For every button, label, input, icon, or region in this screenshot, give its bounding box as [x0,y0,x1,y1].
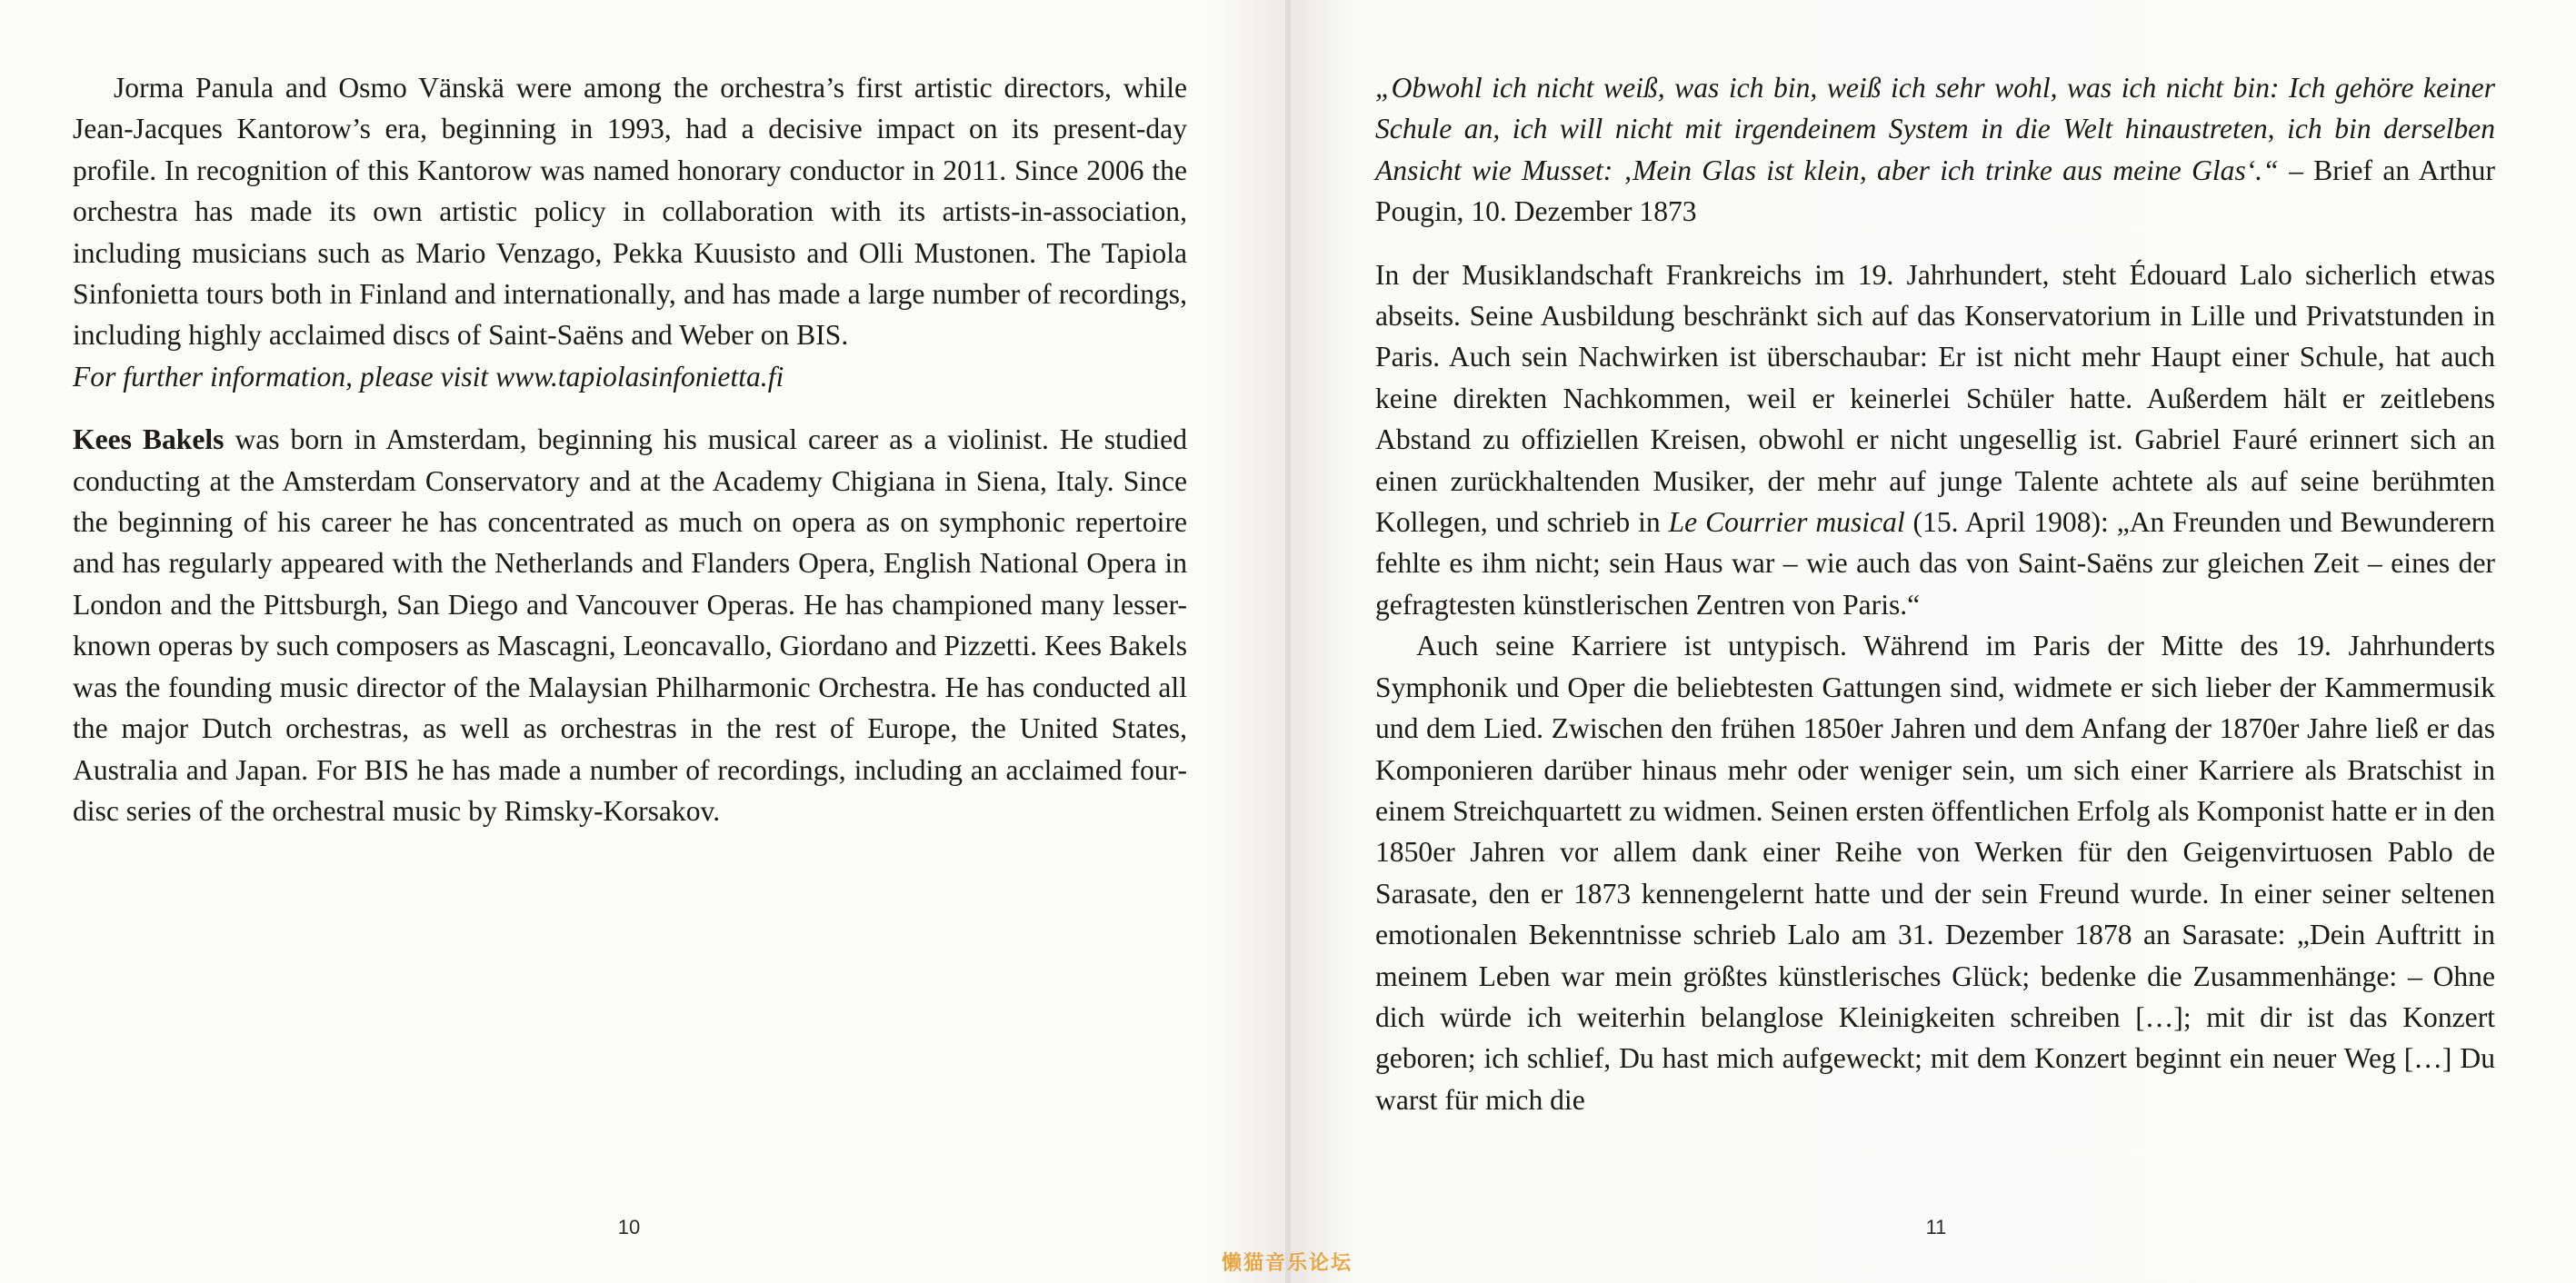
lalo-paragraph-1 [1375,254,2495,626]
page-number-right: 11 [1925,1216,1947,1238]
quote-source: – Brief an Arthur Pougin, 10. Dezember 1873 [1375,154,2495,228]
opening-quote [1375,67,2495,233]
orchestra-paragraph: Jorma Panula and Osmo Vänskä were among the orchestra’s first artistic directors, while Jean-Jacques Kantorow’s era, beginning in 1993, had a decisive impact on its present-day profile. In recognition of this Kantorow was named honorary conductor in 2011. Since 2006 the orchestra has made its own artistic policy in collaboration with its artists-in-association, including musicians such as Mario Venzago, Pekka Kuusisto and Olli Mustonen. The Tapiola Sinfonietta tours both in Finland and internationally, and has made a large number of recordings, including highly acclaimed discs of Saint-Saëns and Weber on BIS. [73,72,1187,352]
website-note: For further information, please visit www.tapiolasinfonietta.fi [73,360,784,393]
quote-text: „Obwohl ich nicht weiß, was ich bin, weiß ich sehr wohl, was ich nicht bin: Ich gehöre keiner Schule an, ich will nicht mit irgendeinem System in die Welt hinaustreten, ich bin derselben Ansicht wie Musset: ‚Mein Glas ist klein, aber ich trinke aus meine Glas‘.“ [1375,72,2495,186]
right-text-column [1375,67,2495,1120]
lalo-p1-part-b: (15. April 1908): „An Freunden und Bewunderern fehlte es ihm nicht; sein Haus war – wie auch das von Saint-Saëns zur gleichen Zeit – eines der gefragtesten künstlerischen Zentren von Paris.“ [1375,506,2495,621]
left-text-column [73,67,1187,831]
bakels-bio: was born in Amsterdam, beginning his musical career as a violinist. He studied conducting at the Amsterdam Conservatory and at the Academy Chigiana in Siena, Italy. Since the beginning of his career he has concentrated as much on opera as on symphonic repertoire and has regularly appeared with the Netherlands and Flanders Opera, English National Opera in London and the Pittsburgh, San Diego and Vancouver Operas. He has championed many lesser-known operas by such composers as Mascagni, Leoncavallo, Giordano and Pizzetti. Kees Bakels was the founding music director of the Malaysian Philharmonic Orchestra. He has conducted all the major Dutch orchestras, as well as orchestras in the rest of Europe, the United States, Australia and Japan. For BIS he has made a number of recordings, including an acclaimed four-disc series of the orchestral music by Rimsky-Korsakov. [73,423,1188,827]
bakels-paragraph [73,419,1187,831]
lalo-p1-part-a: In der Musiklandschaft Frankreichs im 19. Jahrhundert, steht Édouard Lalo sicherlich etwas abseits. Seine Ausbildung beschränkt sich auf das Konservatorium in Lille und Privatstunden in Paris. Auch sein Nachwirken ist überschaubar: Er ist nicht mehr Haupt einer Schule, hat auch keine direkten Nachkommen, weil er keinerlei Schüler hatte. Außerdem hält er zeitlebens Abstand zu offiziellen Kreisen, obwohl er nicht ungesellig ist. Gabriel Fauré erinnert sich an einen zurückhaltenden Musiker, der mehr auf junge Talente achtete als auf seine berühmten Kollegen, und schrieb in [1375,258,2495,539]
journal-title: Le Courrier musical [1668,506,1905,539]
bakels-name: Kees Bakels [73,423,225,456]
forum-watermark: 懒猫音乐论坛 [1221,1252,1353,1275]
book-gutter [1285,0,1291,1283]
page-number-left: 10 [617,1216,641,1238]
lalo-paragraph-2: Auch seine Karriere ist untypisch. Während im Paris der Mitte des 19. Jahrhunderts Symphonik und Oper die beliebtesten Gattungen sind, widmete er sich lieber der Kammermusik und dem Lied. Zwischen den frühen 1850er Jahren und dem Anfang der 1870er Jahre ließ er das Komponieren darüber hinaus mehr oder weniger sein, um sich einer Karriere als Bratschist in einem Streichquartett zu widmen. Seinen ersten öffentlichen Erfolg als Komponist hatte er in den 1850er Jahren vor allem dank einer Reihe von Werken für den Geigenvirtuosen Pablo de Sarasate, den er 1873 kennengelernt hatte und der sein Freund wurde. In einer seiner seltenen emotionalen Bekenntnisse schrieb Lalo am 31. Dezember 1878 an Sarasate: „Dein Auftritt in meinem Leben war mein größtes künstlerisches Glück; bedenke die Zusammenhänge: – Ohne dich würde ich weiterhin belanglose Kleinigkeiten schreiben […]; mit dir ist das Konzert geboren; ich schlief, Du hast mich aufgeweckt; mit dem Konzert beginnt ein neuer Weg […] Du warst für mich die [1375,630,2495,1116]
